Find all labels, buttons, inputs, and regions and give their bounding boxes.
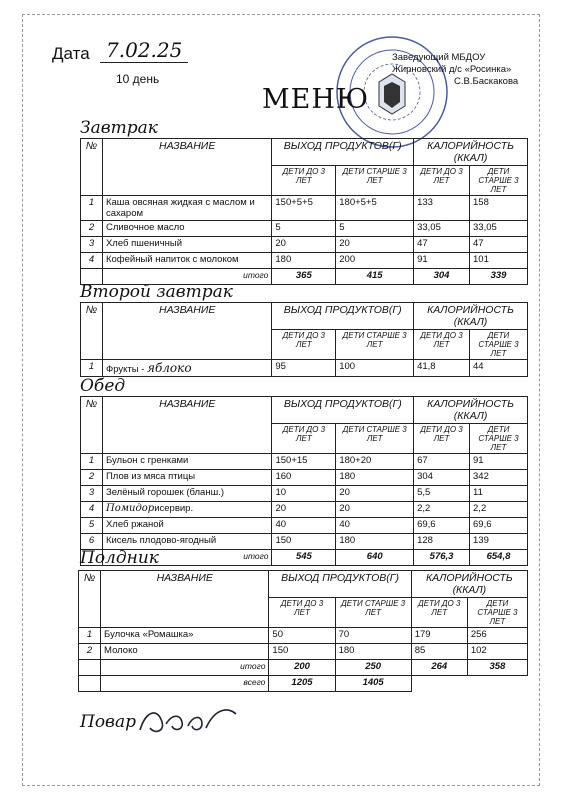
row-y1: 40: [272, 518, 336, 534]
row-y2: 20: [336, 486, 414, 502]
row-num: 3: [81, 486, 103, 502]
row-c2: 102: [467, 644, 527, 660]
approval-line-1: Заведующий МБДОУ: [392, 52, 486, 63]
row-name: Молоко: [101, 644, 269, 660]
table-row: [81, 454, 528, 470]
row-c2: 44: [469, 360, 527, 377]
total-y2: 250: [335, 660, 411, 676]
col-num: №: [81, 303, 103, 360]
row-y1: 20: [272, 237, 336, 253]
row-c2: 101: [470, 253, 528, 269]
breakfast-title: Завтрак: [80, 118, 158, 138]
total-y1: 200: [269, 660, 335, 676]
row-c2: 47: [470, 237, 528, 253]
col-under3: ДЕТИ ДО 3 ЛЕТ: [272, 424, 336, 454]
row-num: 3: [81, 237, 103, 253]
col-calories: КАЛОРИЙНОСТЬ (ККАЛ): [414, 397, 528, 424]
row-y1: 150: [269, 644, 335, 660]
row-c1: 179: [411, 628, 467, 644]
row-c1: 91: [414, 253, 470, 269]
row-y1: 150: [272, 534, 336, 550]
row-name: [102, 502, 272, 518]
col-over3: ДЕТИ СТАРШЕ 3 ЛЕТ: [469, 330, 527, 360]
row-name: Булочка «Ромашка»: [101, 628, 269, 644]
table-row: [81, 502, 528, 518]
row-y1: 5: [272, 221, 336, 237]
row-y2: 180+20: [336, 454, 414, 470]
row-c1: 67: [414, 454, 470, 470]
col-under3: ДЕТИ ДО 3 ЛЕТ: [414, 166, 470, 196]
col-over3: ДЕТИ СТАРШЕ 3 ЛЕТ: [336, 330, 414, 360]
row-c1: 33,05: [414, 221, 470, 237]
row-name: Хлеб пшеничный: [102, 237, 271, 253]
col-under3: ДЕТИ ДО 3 ЛЕТ: [414, 424, 470, 454]
col-under3: ДЕТИ ДО 3 ЛЕТ: [272, 166, 336, 196]
row-c1: 5,5: [414, 486, 470, 502]
total-c2: 339: [470, 269, 528, 285]
col-yield: ВЫХОД ПРОДУКТОВ(Г): [272, 303, 414, 330]
row-num: 4: [81, 502, 103, 518]
row-c2: 139: [470, 534, 528, 550]
table-row: [81, 518, 528, 534]
col-name: НАЗВАНИЕ: [102, 397, 272, 454]
col-yield: ВЫХОД ПРОДУКТОВ(Г): [272, 397, 414, 424]
total-c2: 654,8: [470, 550, 528, 566]
row-y2: 180: [336, 470, 414, 486]
row-c2: 342: [470, 470, 528, 486]
row-name: Плов из мяса птицы: [102, 470, 272, 486]
table-row: [81, 486, 528, 502]
row-num: 6: [81, 534, 103, 550]
row-c1: 47: [414, 237, 470, 253]
row-y1: 180: [272, 253, 336, 269]
table-row: [79, 644, 528, 660]
total-y1: 365: [272, 269, 336, 285]
row-y2: 70: [335, 628, 411, 644]
row-name-text: Фрукты -: [105, 364, 148, 375]
col-num: №: [81, 397, 103, 454]
row-y2: 20: [336, 237, 414, 253]
row-y2: 100: [336, 360, 414, 377]
row-y2: 40: [336, 518, 414, 534]
row-c2: 2,2: [470, 502, 528, 518]
row-num: 2: [81, 470, 103, 486]
row-y2: 180+5+5: [336, 196, 414, 221]
col-name: НАЗВАНИЕ: [102, 303, 271, 360]
row-num: 2: [79, 644, 101, 660]
col-over3: ДЕТИ СТАРШЕ 3 ЛЕТ: [336, 166, 414, 196]
total-y2: 640: [336, 550, 414, 566]
row-name-handwritten: Помидор: [105, 503, 155, 514]
row-name-text: исервир.: [154, 503, 194, 514]
row-name: Хлеб ржаной: [102, 518, 272, 534]
row-c2: 11: [470, 486, 528, 502]
total-c2: 358: [467, 660, 527, 676]
total-c1: 264: [411, 660, 467, 676]
col-over3: ДЕТИ СТАРШЕ 3 ЛЕТ: [335, 598, 411, 628]
col-num: №: [81, 139, 103, 196]
row-num: 2: [81, 221, 103, 237]
col-yield: ВЫХОД ПРОДУКТОВ(Г): [272, 139, 414, 166]
row-c1: 69,6: [414, 518, 470, 534]
row-num: 5: [81, 518, 103, 534]
grand-total-row: [79, 676, 528, 692]
table-row: [81, 360, 528, 377]
row-num: 1: [79, 628, 101, 644]
row-y2: 20: [336, 502, 414, 518]
col-over3: ДЕТИ СТАРШЕ 3 ЛЕТ: [467, 598, 527, 628]
row-num: 1: [81, 360, 103, 377]
row-c2: 158: [470, 196, 528, 221]
table-row: [81, 237, 528, 253]
row-name: Зелёный горошек (бланш.): [102, 486, 272, 502]
date-value: 7.02.25: [100, 38, 188, 63]
breakfast-table: [80, 138, 528, 285]
row-name: [102, 360, 271, 377]
total-row: [79, 660, 528, 676]
snack-table: [78, 570, 528, 692]
col-over3: ДЕТИ СТАРШЕ 3 ЛЕТ: [336, 424, 414, 454]
col-calories: КАЛОРИЙНОСТЬ (ККАЛ): [414, 139, 528, 166]
total-label: итого: [101, 660, 269, 676]
row-c2: 91: [470, 454, 528, 470]
row-name: Кофейный напиток с молоком: [102, 253, 271, 269]
total-y1: 545: [272, 550, 336, 566]
date-label: Дата: [52, 44, 90, 63]
row-y1: 10: [272, 486, 336, 502]
approval-block: [392, 52, 542, 88]
total-c1: 304: [414, 269, 470, 285]
row-y1: 150+15: [272, 454, 336, 470]
row-c1: 133: [414, 196, 470, 221]
col-over3: ДЕТИ СТАРШЕ 3 ЛЕТ: [470, 166, 528, 196]
approval-line-3: С.В.Баскакова: [454, 76, 519, 87]
col-over3: ДЕТИ СТАРШЕ 3 ЛЕТ: [470, 424, 528, 454]
grand-total-y2: 1405: [335, 676, 411, 692]
row-y2: 180: [336, 534, 414, 550]
row-num: 1: [81, 454, 103, 470]
row-c1: 41,8: [414, 360, 470, 377]
row-y1: 50: [269, 628, 335, 644]
row-num: 1: [81, 196, 103, 221]
page-title: МЕНЮ: [262, 84, 370, 115]
col-under3: ДЕТИ ДО 3 ЛЕТ: [414, 330, 470, 360]
cook-signature: [132, 700, 242, 740]
row-c2: 33,05: [470, 221, 528, 237]
row-y1: 150+5+5: [272, 196, 336, 221]
snack-title: Полдник: [80, 548, 159, 568]
row-name: Бульон с гренками: [102, 454, 272, 470]
total-label: итого: [102, 269, 271, 285]
row-c1: 2,2: [414, 502, 470, 518]
col-under3: ДЕТИ ДО 3 ЛЕТ: [269, 598, 335, 628]
cook-label: Повар: [80, 712, 136, 732]
row-num: 4: [81, 253, 103, 269]
row-name: Сливочное масло: [102, 221, 271, 237]
col-name: НАЗВАНИЕ: [102, 139, 271, 196]
lunch-table: [80, 396, 528, 566]
row-y2: 180: [335, 644, 411, 660]
row-y2: 5: [336, 221, 414, 237]
col-num: №: [79, 571, 101, 628]
row-y1: 20: [272, 502, 336, 518]
row-c1: 85: [411, 644, 467, 660]
total-y2: 415: [336, 269, 414, 285]
table-row: [79, 628, 528, 644]
col-yield: ВЫХОД ПРОДУКТОВ(Г): [269, 571, 411, 598]
second-breakfast-title: Второй завтрак: [80, 282, 233, 302]
row-y1: 160: [272, 470, 336, 486]
grand-total-label: всего: [101, 676, 269, 692]
row-name-handwritten: яблоко: [147, 361, 192, 375]
row-c1: 304: [414, 470, 470, 486]
table-row: [81, 470, 528, 486]
lunch-title: Обед: [80, 376, 126, 396]
grand-total-y1: 1205: [269, 676, 335, 692]
row-y1: 95: [272, 360, 336, 377]
total-c1: 576,3: [414, 550, 470, 566]
row-c2: 256: [467, 628, 527, 644]
row-name: Кисель плодово-ягодный: [102, 534, 272, 550]
row-y2: 200: [336, 253, 414, 269]
row-c2: 69,6: [470, 518, 528, 534]
col-under3: ДЕТИ ДО 3 ЛЕТ: [272, 330, 336, 360]
row-c1: 128: [414, 534, 470, 550]
second-breakfast-table: [80, 302, 528, 377]
table-row: [81, 196, 528, 221]
row-name: Каша овсяная жидкая с маслом и сахаром: [102, 196, 271, 221]
total-label: итого: [102, 550, 272, 566]
col-calories: КАЛОРИЙНОСТЬ (ККАЛ): [411, 571, 527, 598]
table-row: [81, 253, 528, 269]
col-calories: КАЛОРИЙНОСТЬ (ККАЛ): [414, 303, 528, 330]
col-name: НАЗВАНИЕ: [101, 571, 269, 628]
approval-line-2: Жирновский д/с «Росинка»: [392, 64, 512, 75]
col-under3: ДЕТИ ДО 3 ЛЕТ: [411, 598, 467, 628]
day-label: 10 день: [116, 72, 160, 86]
table-row: [81, 221, 528, 237]
